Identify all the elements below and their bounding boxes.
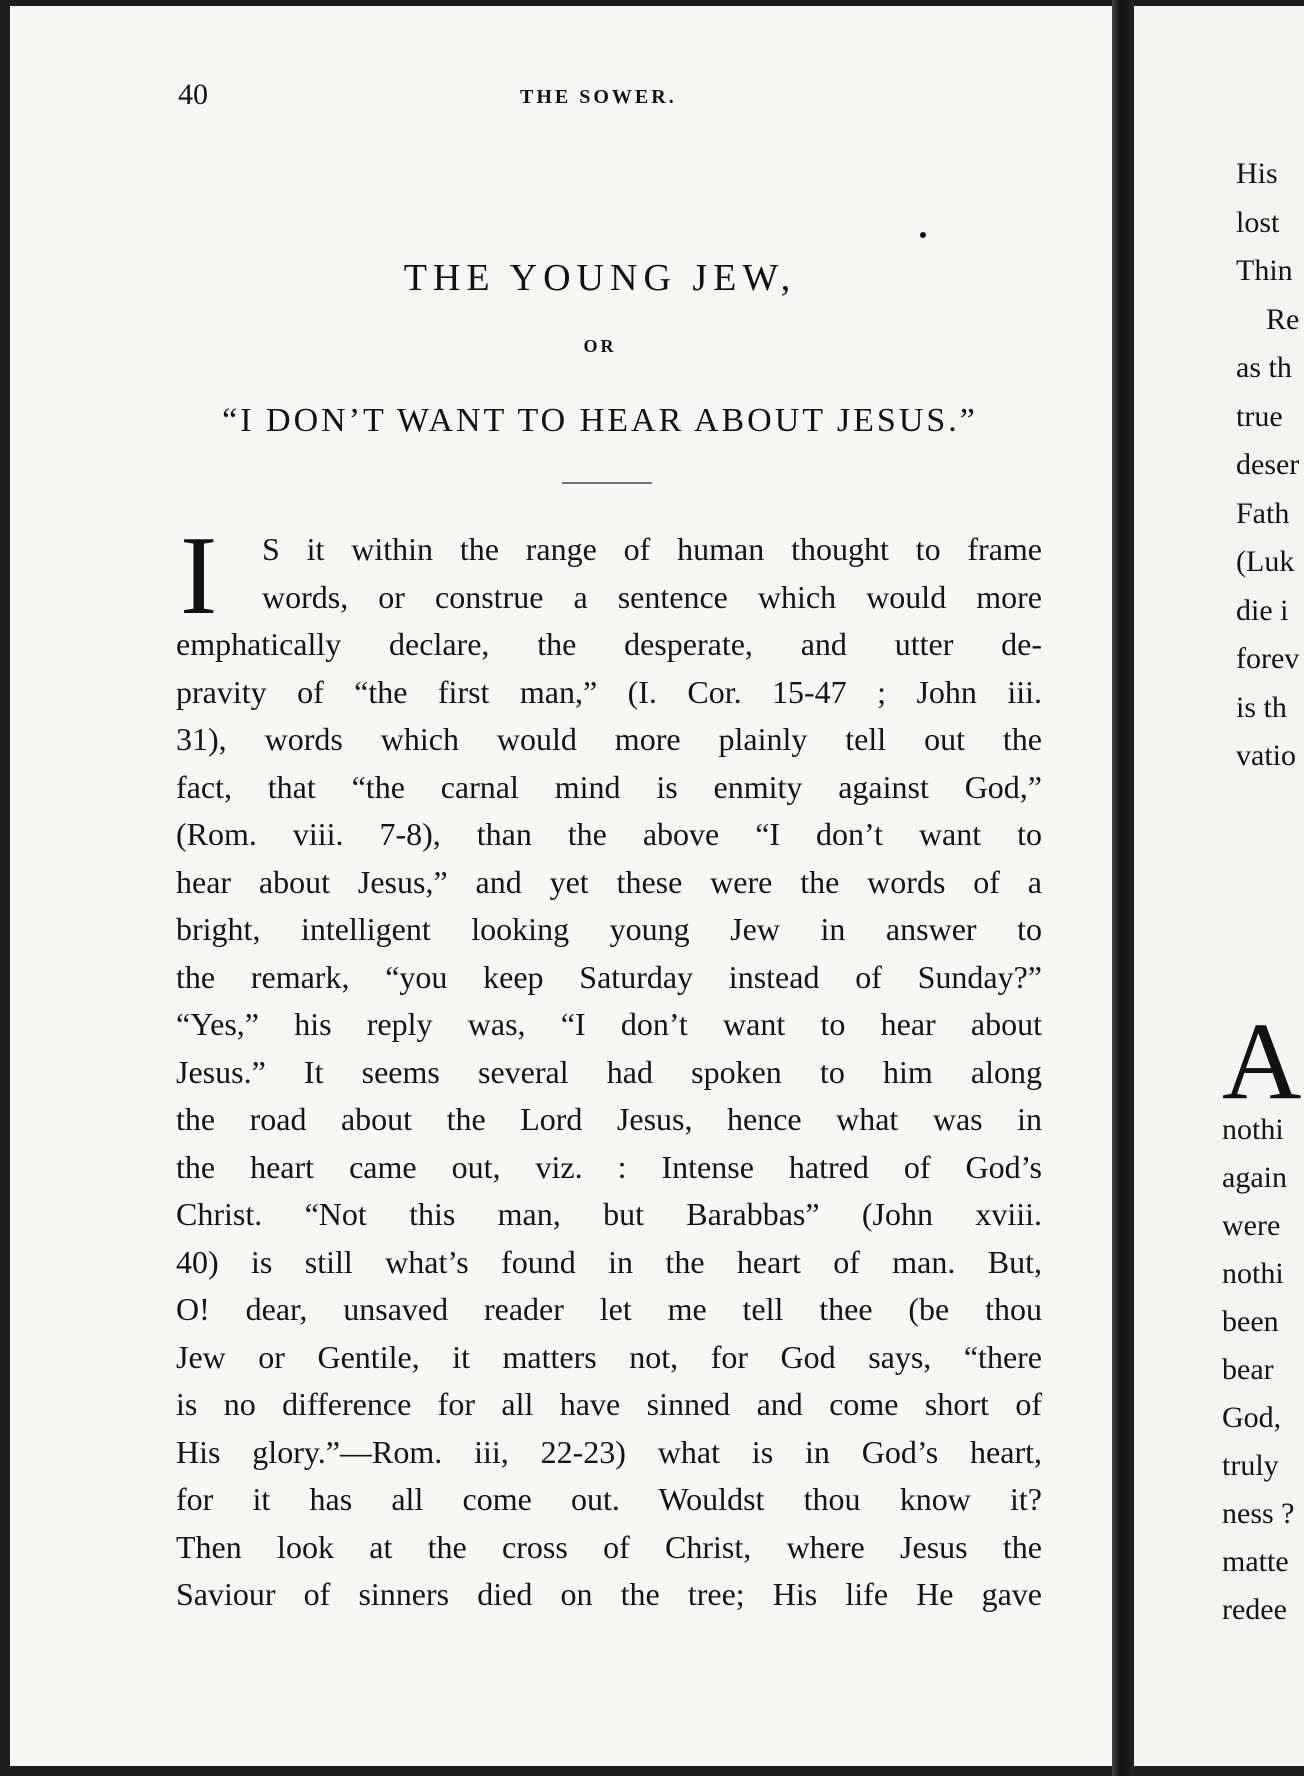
right-line: vatio (1236, 739, 1296, 772)
body-line: pravity of “the first man,” (I. Cor. 15-47 ; John iii. (176, 673, 1042, 710)
body-line: O! dear, unsaved reader let me tell thee (be thou (176, 1291, 1042, 1327)
right-line: matte (1222, 1545, 1289, 1578)
body-line: Christ. “Not this man, but Barabbas” (John xviii. (176, 1196, 1042, 1232)
body-line: the heart came out, viz. : Intense hatred of God’s (176, 1148, 1042, 1185)
right-line: deser (1236, 448, 1300, 481)
running-head: THE SOWER. (520, 86, 677, 108)
body-line: 40) is still what’s found in the heart of man. But, (176, 1243, 1042, 1280)
right-line: forev (1236, 642, 1300, 675)
body-line: the remark, “you keep Saturday instead of Sunday?” (176, 958, 1042, 995)
right-line: were (1222, 1209, 1281, 1242)
right-line: Fath (1236, 496, 1290, 530)
body-line: S it within the range of human thought to frame (262, 531, 1042, 567)
right-page-upper-text (1236, 150, 1299, 781)
body-line: Then look at the cross of Christ, where Jesus the (176, 1528, 1042, 1565)
book-gutter (1112, 0, 1134, 1776)
article-title: THE YOUNG JEW, (403, 257, 797, 299)
body-line: words, or construe a sentence which would more (262, 578, 1042, 615)
body-line: “Yes,” his reply was, “I don’t want to hear about (176, 1006, 1042, 1042)
right-line: truly (1222, 1449, 1279, 1482)
right-line: (Luk (1236, 545, 1295, 578)
right-line: as th (1236, 351, 1292, 384)
right-line: lost (1236, 205, 1280, 239)
article-subtitle: “I DON’T WANT TO HEAR ABOUT JESUS.” (222, 402, 978, 439)
article-body (176, 514, 1042, 1619)
body-line: for it has all come out. Wouldst thou know it? (176, 1481, 1042, 1517)
page-number: 40 (178, 78, 208, 111)
right-line: ness ? (1222, 1497, 1295, 1530)
right-line: God, (1222, 1401, 1282, 1434)
right-line: again (1222, 1161, 1287, 1194)
body-line: Jew or Gentile, it matters not, for God says, “there (176, 1338, 1042, 1375)
body-line: (Rom. viii. 7-8), than the above “I don’t want to (176, 816, 1042, 852)
body-line: Saviour of sinners died on the tree; His life He gave (176, 1576, 1042, 1612)
body-line: fact, that “the carnal mind is enmity against God,” (176, 768, 1042, 805)
right-drop-cap: A (1222, 1000, 1302, 1122)
body-line: the road about the Lord Jesus, hence what was in (176, 1101, 1042, 1137)
body-line: bright, intelligent looking young Jew in answer to (176, 911, 1042, 947)
right-line: redee (1222, 1593, 1287, 1626)
right-line: is th (1236, 690, 1287, 724)
body-line: hear about Jesus,” and yet these were the words of a (176, 863, 1042, 900)
right-line: true (1236, 399, 1283, 433)
body-line: is no difference for all have sinned and come short of (176, 1386, 1042, 1422)
right-line: Re (1266, 302, 1300, 336)
body-line: Jesus.” It seems several had spoken to him along (176, 1053, 1042, 1090)
body-line: 31), words which would more plainly tell out the (176, 721, 1042, 757)
right-line: been (1222, 1305, 1279, 1338)
right-line: His (1236, 157, 1278, 190)
right-page-lower-text (1222, 1106, 1294, 1634)
body-line: emphatically declare, the desperate, and utter de- (176, 626, 1042, 662)
body-line: His glory.”—Rom. iii, 22-23) what is in God’s heart, (176, 1433, 1042, 1470)
ink-speck (920, 232, 926, 238)
right-line: bear (1222, 1353, 1274, 1386)
right-line: nothi (1222, 1257, 1284, 1290)
right-line: nothi (1222, 1113, 1284, 1146)
right-line: Thin (1236, 254, 1293, 287)
right-line: die i (1236, 593, 1289, 627)
drop-cap: I (180, 514, 218, 638)
title-connector: OR (583, 336, 617, 356)
title-rule (562, 482, 652, 484)
